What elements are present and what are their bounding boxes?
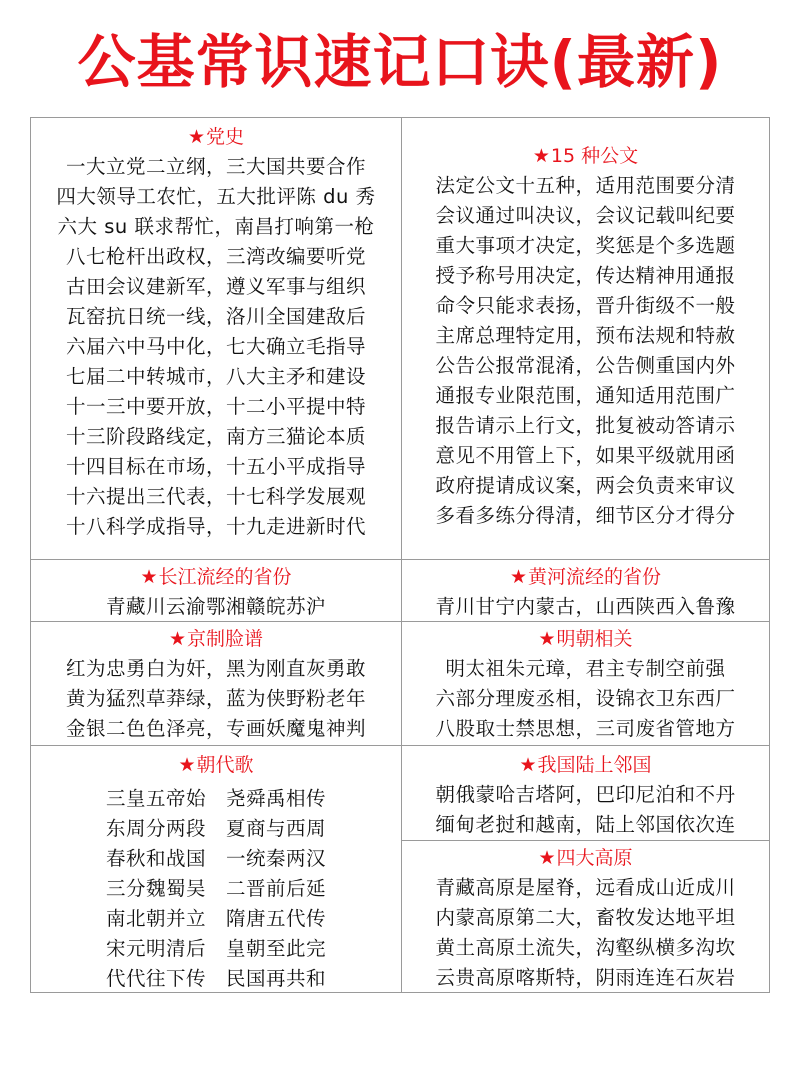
panel-dangshi: [30, 117, 402, 560]
verse-line: 七届二中转城市，八大主矛和建设: [65, 365, 366, 388]
section-lines-huanghe: [402, 592, 769, 622]
verse-line: 四大领导工农忙，五大批评陈 du 秀: [56, 185, 376, 208]
heading-text: 黄河流经的省份: [528, 566, 662, 588]
verse-line: 东周分两段 夏商与西周: [105, 817, 326, 840]
verse-line: 通报专业限范围，通知适用范围广: [435, 384, 736, 407]
verse-line: 六部分理废丞相，设锦衣卫东西厂: [435, 687, 736, 710]
verse-line: 春秋和战国 一统秦两汉: [105, 847, 326, 870]
heading-text: 朝代歌: [196, 754, 254, 776]
heading-text: 我国陆上邻国: [537, 754, 652, 776]
section-heading-gaoyuan: [402, 843, 769, 873]
verse-line: 黄土高原土流失，沟壑纵横多沟坎: [435, 936, 736, 959]
verse-line: 法定公文十五种，适用范围要分清: [435, 174, 736, 197]
star-icon: ★: [538, 628, 556, 650]
section-heading-chaodai: [31, 750, 401, 780]
section-heading-huanghe: [402, 562, 769, 592]
heading-text: 15 种公文: [550, 145, 639, 167]
verse-line: 瓦窑抗日统一线，洛川全国建敌后: [65, 305, 366, 328]
section-lines-changjiang: [31, 592, 401, 622]
section-lines-dangshi: [31, 152, 401, 542]
verse-line: 会议通过叫决议，会议记载叫纪要: [435, 204, 736, 227]
panel-changjiang: [30, 559, 402, 622]
star-icon: ★: [178, 754, 196, 776]
verse-line: 十六提出三代表，十七科学发展观: [65, 485, 366, 508]
verse-line: 政府提请成议案，两会负责来审议: [435, 474, 736, 497]
panel-huanghe: [401, 559, 770, 622]
verse-line: 缅甸老挝和越南，陆上邻国依次连: [435, 813, 736, 836]
section-heading-linguo: [402, 750, 769, 780]
verse-line: 六届六中马中化，七大确立毛指导: [65, 335, 366, 358]
panel-mingchao: [401, 621, 770, 746]
verse-line: 南北朝并立 隋唐五代传: [105, 907, 326, 930]
verse-line: 六大 su 联求帮忙，南昌打响第一枪: [57, 215, 375, 238]
verse-line: 主席总理特定用，预布法规和特赦: [435, 324, 736, 347]
section-lines-gaoyuan: [402, 873, 769, 993]
verse-line: 内蒙高原第二大，畜牧发达地平坦: [435, 906, 736, 929]
section-lines-linguo: [402, 780, 769, 840]
verse-line: 青藏高原是屋脊，远看成山近成川: [435, 876, 736, 899]
verse-line: 授予称号用决定，传达精神用通报: [435, 264, 736, 287]
verse-line: 金银二色色泽亮，专画妖魔鬼神判: [65, 717, 366, 740]
verse-line: 代代往下传 民国再共和: [105, 967, 326, 990]
verse-line: 十八科学成指导，十九走进新时代: [65, 515, 366, 538]
section-heading-gongwen: [402, 141, 769, 171]
verse-line: 意见不用管上下，如果平级就用函: [435, 444, 736, 467]
verse-line: 一大立党二立纲，三大国共要合作: [65, 155, 366, 178]
panel-linguo-gaoyuan: [401, 745, 770, 993]
heading-text: 党史: [206, 126, 245, 148]
star-icon: ★: [187, 126, 206, 148]
star-icon: ★: [538, 847, 556, 869]
verse-line: 黄为猛烈草莽绿，蓝为侠野粉老年: [65, 687, 366, 710]
verse-line: 明太祖朱元璋，君主专制空前强: [445, 657, 726, 680]
verse-line: 云贵高原喀斯特，阴雨连连石灰岩: [435, 966, 736, 989]
panel-gongwen: [401, 117, 770, 560]
verse-line: 公告公报常混淆，公告侧重国内外: [435, 354, 736, 377]
verse-line: 红为忠勇白为奸，黑为刚直灰勇敢: [65, 657, 366, 680]
star-icon: ★: [140, 566, 158, 588]
panel-jingju: [30, 621, 402, 746]
verse-line: 报告请示上行文，批复被动答请示: [435, 414, 736, 437]
verse-line: 三分魏蜀吴 二晋前后延: [105, 877, 326, 900]
star-icon: ★: [509, 566, 528, 588]
verse-line: 古田会议建新军，遵义军事与组织: [65, 275, 366, 298]
heading-text: 明朝相关: [556, 628, 633, 650]
section-heading-jingju: [31, 624, 401, 654]
section-heading-dangshi: [31, 122, 401, 152]
section-lines-chaodai: [31, 784, 401, 994]
verse-line: 十一三中要开放，十二小平提中特: [65, 395, 366, 418]
verse-line: 八股取士禁思想，三司废省管地方: [435, 717, 736, 740]
heading-text: 四大高原: [556, 847, 633, 869]
verse-line: 青藏川云渝鄂湘赣皖苏沪: [105, 595, 326, 618]
star-icon: ★: [519, 754, 537, 776]
verse-line: 命令只能求表扬，晋升街级不一般: [435, 294, 736, 317]
star-icon: ★: [168, 628, 187, 650]
verse-line: 朝俄蒙哈吉塔阿，巴印尼泊和不丹: [435, 783, 736, 806]
verse-line: 宋元明清后 皇朝至此完: [105, 937, 326, 960]
section-heading-changjiang: [31, 562, 401, 592]
verse-line: 青川甘宁内蒙古，山西陕西入鲁豫: [435, 595, 736, 618]
star-icon: ★: [532, 145, 550, 167]
section-lines-jingju: [31, 654, 401, 744]
verse-line: 三皇五帝始 尧舜禹相传: [105, 787, 326, 810]
section-lines-mingchao: [402, 654, 769, 744]
verse-line: 多看多练分得清，细节区分才得分: [435, 504, 736, 527]
page-title: 公基常识速记口诀(最新): [77, 28, 723, 96]
verse-line: 十四目标在市场，十五小平成指导: [65, 455, 366, 478]
section-lines-gongwen: [402, 171, 769, 531]
heading-text: 长江流经的省份: [158, 566, 292, 588]
heading-text: 京制脸谱: [187, 628, 264, 650]
panel-divider: [402, 840, 769, 841]
verse-line: 重大事项才决定，奖惩是个多选题: [435, 234, 736, 257]
section-heading-mingchao: [402, 624, 769, 654]
panel-chaodai: [30, 745, 402, 993]
verse-line: 八七枪杆出政权，三湾改编要听党: [65, 245, 366, 268]
verse-line: 十三阶段路线定，南方三猫论本质: [65, 425, 366, 448]
